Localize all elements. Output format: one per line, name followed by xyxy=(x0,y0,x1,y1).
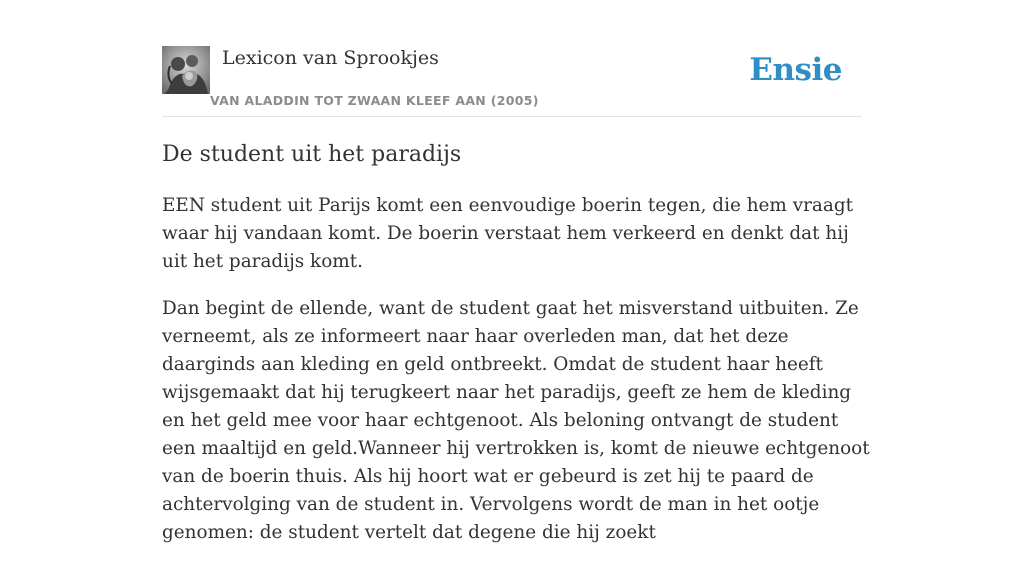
book-cover-avatar[interactable] xyxy=(162,46,210,94)
ensie-logo-link[interactable]: Ensie xyxy=(749,52,842,88)
article-body xyxy=(162,192,872,566)
book-subtitle: VAN ALADDIN TOT ZWAAN KLEEF AAN (2005) xyxy=(210,93,539,108)
article-title: De student uit het paradijs xyxy=(162,142,462,167)
book-cover-image xyxy=(162,46,210,94)
book-title-link[interactable]: Lexicon van Sprookjes xyxy=(222,47,439,69)
book-header xyxy=(162,46,862,117)
article-paragraph: Dan begint de ellende, want de student gaat het misverstand uitbuiten. Ze verneemt, als ze informeert naar haar overleden man, dat het deze daarginds aan kleding en geld ontbreekt. Omdat de student haar heeft wijsgemaakt dat hij terugkeert naar het paradijs, geeft ze hem de kleding en het geld mee voor haar echtgenoot. Als beloning ontvangt de student een maaltijd en geld.Wanneer hij vertrokken is, komt de nieuwe echtgenoot van de boerin thuis. Als hij hoort wat er gebeurd is zet hij te paard de achtervolging van de student in. Vervolgens wordt de man in het ootje genomen: de student vertelt dat degene die hij zoekt xyxy=(162,298,870,543)
article-paragraph: EEN student uit Parijs komt een eenvoudige boerin tegen, die hem vraagt waar hij vandaan komt. De boerin verstaat hem verkeerd en denkt dat hij uit het paradijs komt. xyxy=(162,195,853,272)
